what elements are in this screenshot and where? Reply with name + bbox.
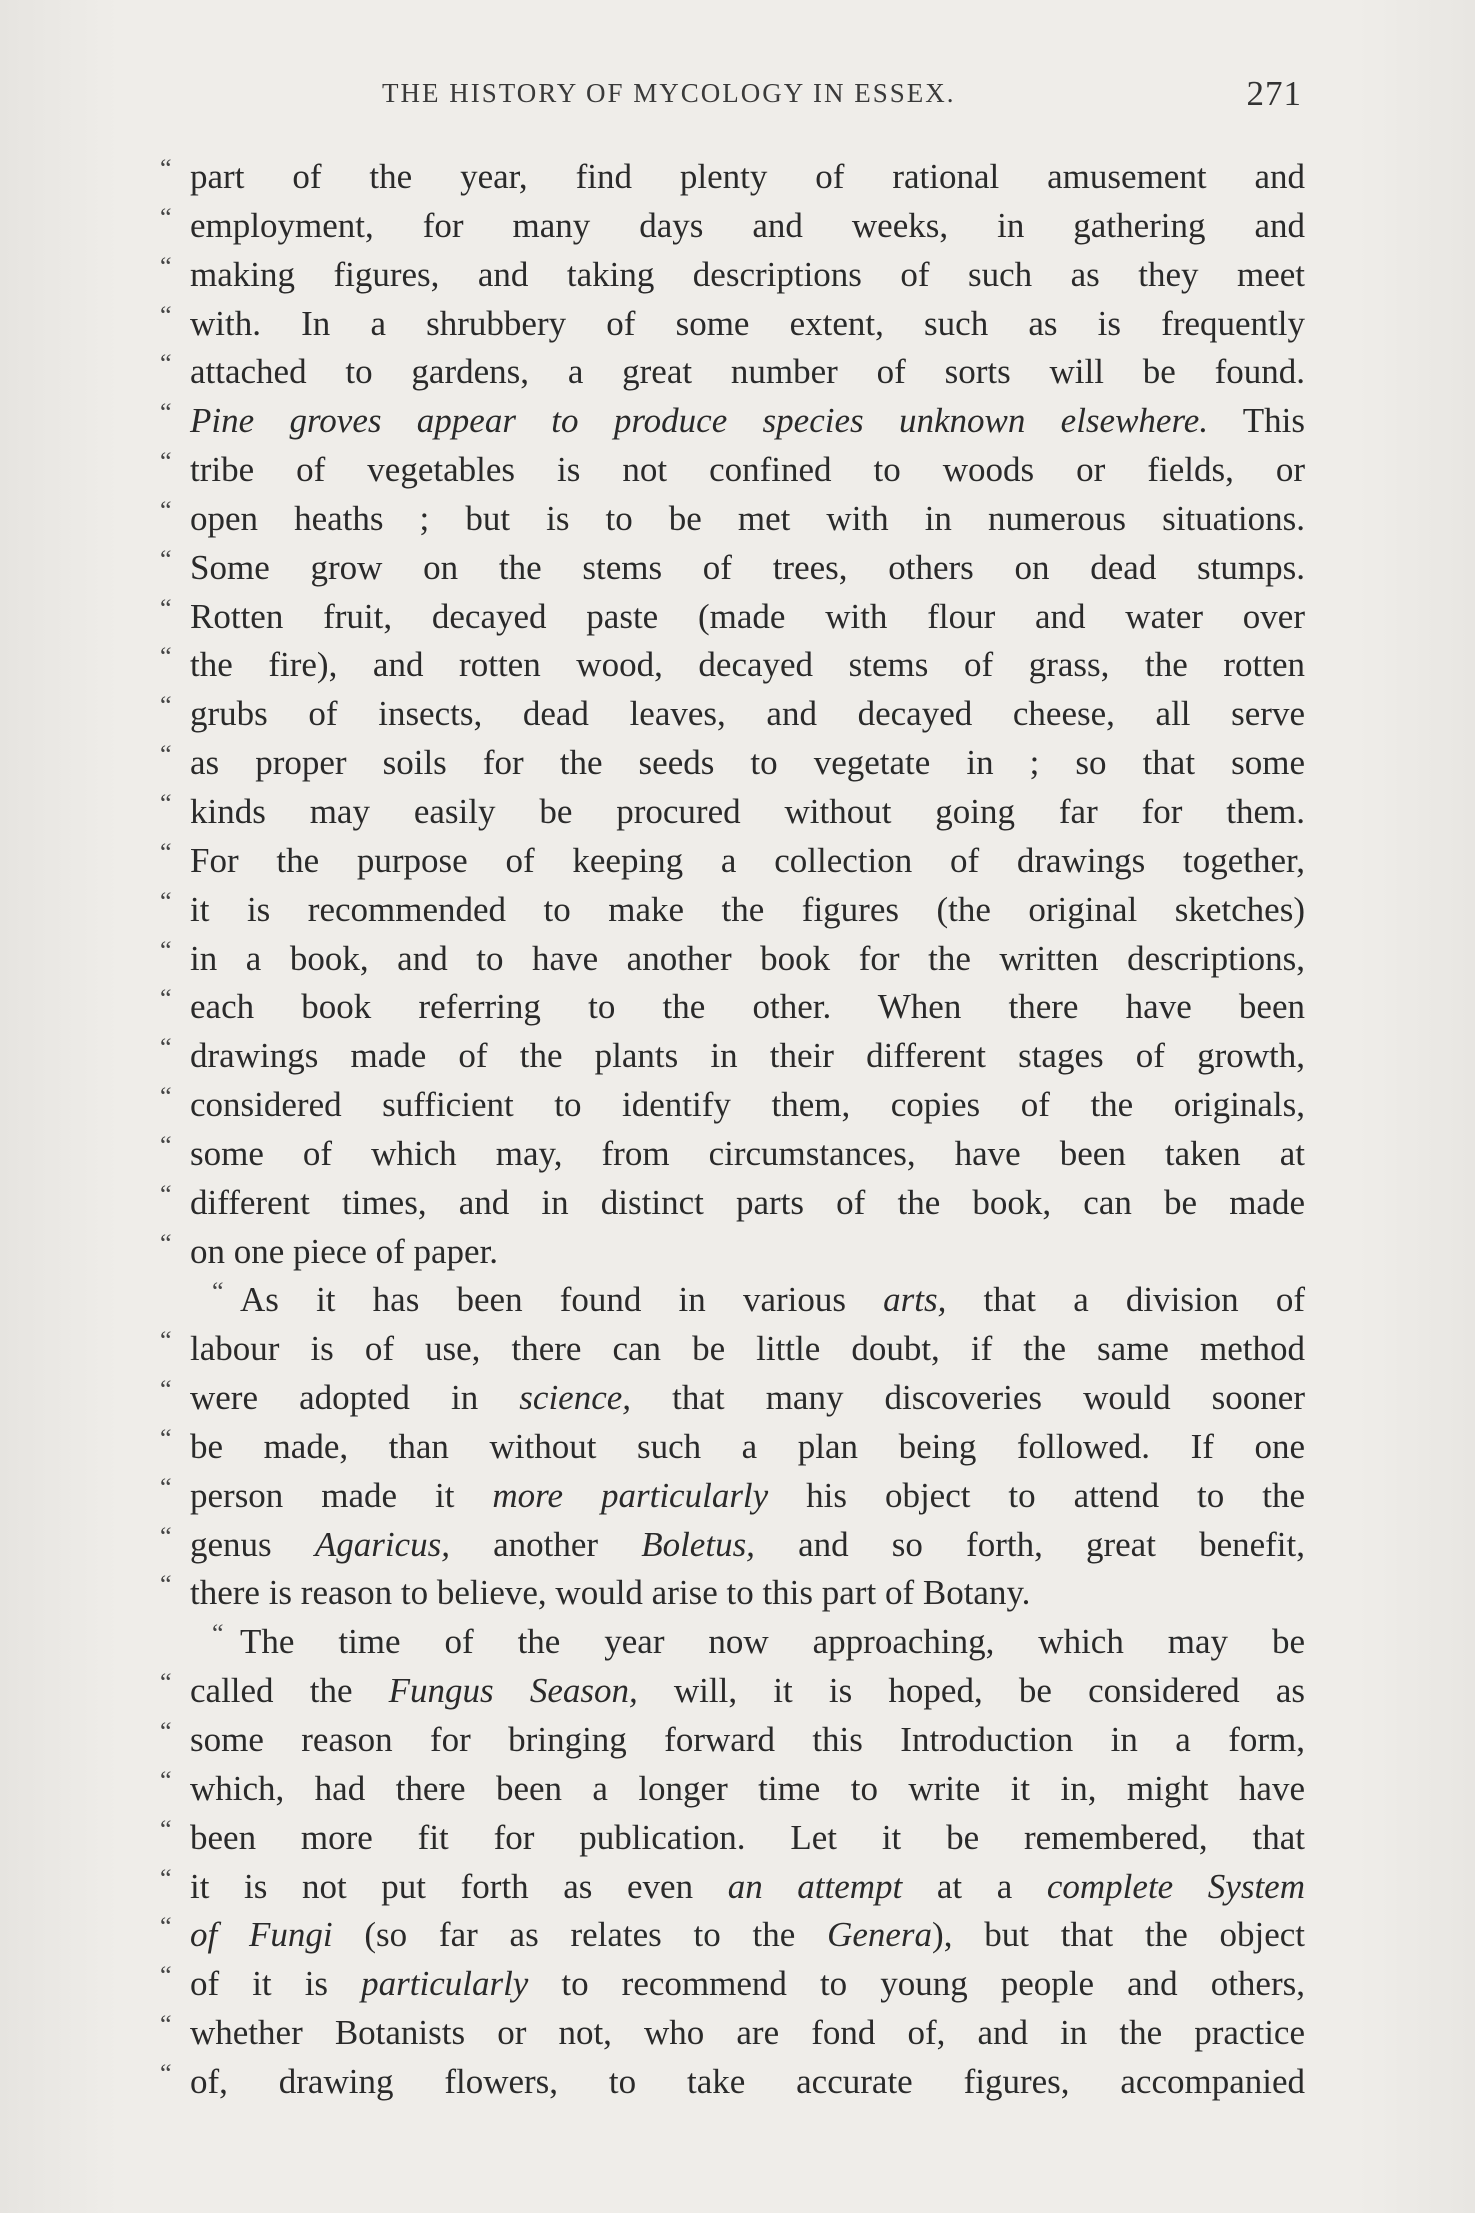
text-line xyxy=(160,641,1305,690)
quote-mark: “ xyxy=(160,788,172,818)
text-line xyxy=(160,446,1305,495)
line-text: the fire), and rotten wood, decayed stems of grass, the rotten xyxy=(190,645,1305,685)
text-line xyxy=(160,397,1305,446)
line-text: been more fit for publication. Let it be remembered, that xyxy=(190,1817,1305,1857)
line-text: whether Botanists or not, who are fond of, and in the practice xyxy=(190,2013,1305,2053)
running-title: THE HISTORY OF MYCOLOGY IN ESSEX. xyxy=(382,78,956,108)
quote-mark: “ xyxy=(160,837,172,867)
text-line xyxy=(160,2058,1305,2107)
text-line xyxy=(160,348,1305,397)
quote-mark: “ xyxy=(160,642,172,672)
line-text: attached to gardens, a great number of sorts will be found. xyxy=(190,352,1305,392)
quote-mark: “ xyxy=(160,495,172,525)
text-line xyxy=(160,1521,1305,1570)
line-text: part of the year, find plenty of rational amusement and xyxy=(190,157,1305,196)
quote-mark: “ xyxy=(160,1717,172,1746)
line-text: person made it more particularly his object to attend to the xyxy=(190,1475,1305,1515)
line-text: be made, than without such a plan being followed. If one xyxy=(190,1426,1305,1466)
quote-mark: “ xyxy=(160,349,172,379)
line-text: drawings made of the plants in their different stages of growth, xyxy=(190,1036,1305,1076)
line-text: on one piece of paper. xyxy=(190,1231,499,1271)
quote-mark: “ xyxy=(160,1814,172,1844)
text-line xyxy=(160,1325,1305,1374)
text-line xyxy=(160,1130,1305,1179)
quote-mark: “ xyxy=(160,1570,172,1600)
text-line xyxy=(160,935,1305,984)
text-line xyxy=(160,1472,1305,1521)
quote-mark: “ xyxy=(160,1961,172,1991)
quote-mark: “ xyxy=(160,740,172,770)
text-line xyxy=(160,1911,1305,1960)
line-text: labour is of use, there can be little doubt, if the same method xyxy=(190,1329,1305,1369)
quote-mark: “ xyxy=(160,691,172,721)
quote-mark: “ xyxy=(160,300,172,330)
line-text: were adopted in science, that many discoveries would sooner xyxy=(190,1378,1305,1418)
line-text: with. In a shrubbery of some extent, such as is frequently xyxy=(190,303,1305,343)
line-text: different times, and in distinct parts of the book, can be made xyxy=(190,1182,1305,1222)
line-text: called the Fungus Season, will, it is hoped, be considered as xyxy=(190,1671,1305,1711)
line-text: open heaths ; but is to be met with in numerous situations. xyxy=(190,498,1305,538)
line-text: tribe of vegetables is not confined to woods or fields, or xyxy=(190,450,1305,490)
quote-mark: “ xyxy=(160,1912,172,1942)
text-line xyxy=(160,1032,1305,1081)
text-line xyxy=(160,251,1305,300)
page-number: 271 xyxy=(1246,74,1302,113)
text-line xyxy=(160,739,1305,788)
quote-mark: “ xyxy=(160,1326,172,1356)
line-text: genus Agaricus, another Boletus, and so forth, great benefit, xyxy=(190,1524,1306,1564)
line-text: kinds may easily be procured without going far for them. xyxy=(190,791,1305,831)
text-line xyxy=(160,202,1305,251)
text-line xyxy=(160,1765,1305,1814)
line-text: The time of the year now approaching, which may be xyxy=(240,1622,1305,1662)
text-line xyxy=(160,1228,1305,1277)
quote-mark: “ xyxy=(160,886,172,916)
quote-mark: “ xyxy=(160,1082,172,1112)
text-line xyxy=(160,690,1305,739)
quote-mark: “ xyxy=(160,544,172,574)
quote-mark: “ xyxy=(160,154,172,183)
text-line xyxy=(160,1179,1305,1228)
line-text: of, drawing flowers, to take accurate figures, accompanied xyxy=(190,2061,1305,2101)
line-text: there is reason to believe, would arise to this part of Botany. xyxy=(190,1573,1031,1613)
quote-mark: “ xyxy=(160,593,172,623)
text-line xyxy=(160,1814,1305,1863)
line-text: each book referring to the other. When there have been xyxy=(190,987,1305,1027)
quote-mark: “ xyxy=(160,1375,172,1405)
text-line xyxy=(160,1081,1305,1130)
line-text: grubs of insects, dead leaves, and decayed cheese, all serve xyxy=(190,694,1305,734)
quote-mark: “ xyxy=(160,251,172,281)
text-line xyxy=(160,495,1305,544)
line-text: Rotten fruit, decayed paste (made with flour and water over xyxy=(190,596,1305,636)
quote-mark: “ xyxy=(160,1521,172,1551)
text-line xyxy=(160,983,1305,1032)
quote-mark: “ xyxy=(160,1765,172,1795)
running-head xyxy=(160,74,1315,118)
quote-mark: “ xyxy=(160,1863,172,1893)
line-text: which, had there been a longer time to write it in, might have xyxy=(190,1768,1305,1808)
text-line xyxy=(160,837,1305,886)
line-text: Some grow on the stems of trees, others on dead stumps. xyxy=(190,547,1305,587)
quote-mark: “ xyxy=(160,1668,172,1698)
line-text: Pine groves appear to produce species unknown elsewhere. This xyxy=(190,401,1305,441)
quote-mark: “ xyxy=(160,1228,172,1258)
text-line xyxy=(160,1569,1305,1618)
quote-mark: “ xyxy=(160,2058,172,2088)
text-line xyxy=(160,1423,1305,1472)
text-line xyxy=(160,1667,1305,1716)
text-line xyxy=(160,153,1305,202)
line-text: considered sufficient to identify them, copies of the originals, xyxy=(190,1085,1305,1125)
body-text xyxy=(160,153,1305,2107)
text-line xyxy=(160,1374,1305,1423)
quote-mark: “ xyxy=(212,1619,224,1649)
quote-mark: “ xyxy=(212,1277,224,1307)
quote-mark: “ xyxy=(160,1130,172,1160)
quote-mark: “ xyxy=(160,202,172,232)
line-text: in a book, and to have another book for the written descriptions, xyxy=(190,938,1305,978)
quote-mark: “ xyxy=(160,935,172,965)
text-line xyxy=(160,1960,1305,2009)
quote-mark: “ xyxy=(160,984,172,1014)
quote-mark: “ xyxy=(160,1033,172,1063)
text-line xyxy=(160,300,1305,349)
line-text: of Fungi (so far as relates to the Genera), but that the object xyxy=(190,1915,1306,1955)
text-line xyxy=(160,2009,1305,2058)
text-line xyxy=(160,1863,1305,1912)
line-text: making figures, and taking descriptions of such as they meet xyxy=(190,254,1305,294)
line-text: of it is particularly to recommend to young people and others, xyxy=(190,1964,1305,2004)
quote-mark: “ xyxy=(160,1472,172,1502)
text-line xyxy=(160,1618,1305,1667)
quote-mark: “ xyxy=(160,1423,172,1453)
line-text: as proper soils for the seeds to vegetate in ; so that some xyxy=(190,743,1305,783)
text-line xyxy=(160,593,1305,642)
quote-mark: “ xyxy=(160,2010,172,2040)
quote-mark: “ xyxy=(160,398,172,428)
line-text: it is recommended to make the figures (the original sketches) xyxy=(190,889,1305,929)
quote-mark: “ xyxy=(160,1179,172,1209)
text-line xyxy=(160,886,1305,935)
text-line xyxy=(160,1276,1305,1325)
text-line xyxy=(160,1716,1305,1765)
line-text: For the purpose of keeping a collection of drawings together, xyxy=(190,840,1305,880)
text-line xyxy=(160,544,1305,593)
line-text: As it has been found in various arts, that a division of xyxy=(240,1280,1306,1320)
line-text: employment, for many days and weeks, in gathering and xyxy=(190,205,1305,245)
text-line xyxy=(160,788,1305,837)
quote-mark: “ xyxy=(160,447,172,477)
line-text: some reason for bringing forward this Introduction in a form, xyxy=(190,1720,1305,1759)
line-text: some of which may, from circumstances, have been taken at xyxy=(190,1133,1305,1173)
line-text: it is not put forth as even an attempt at a complete System xyxy=(190,1866,1305,1906)
